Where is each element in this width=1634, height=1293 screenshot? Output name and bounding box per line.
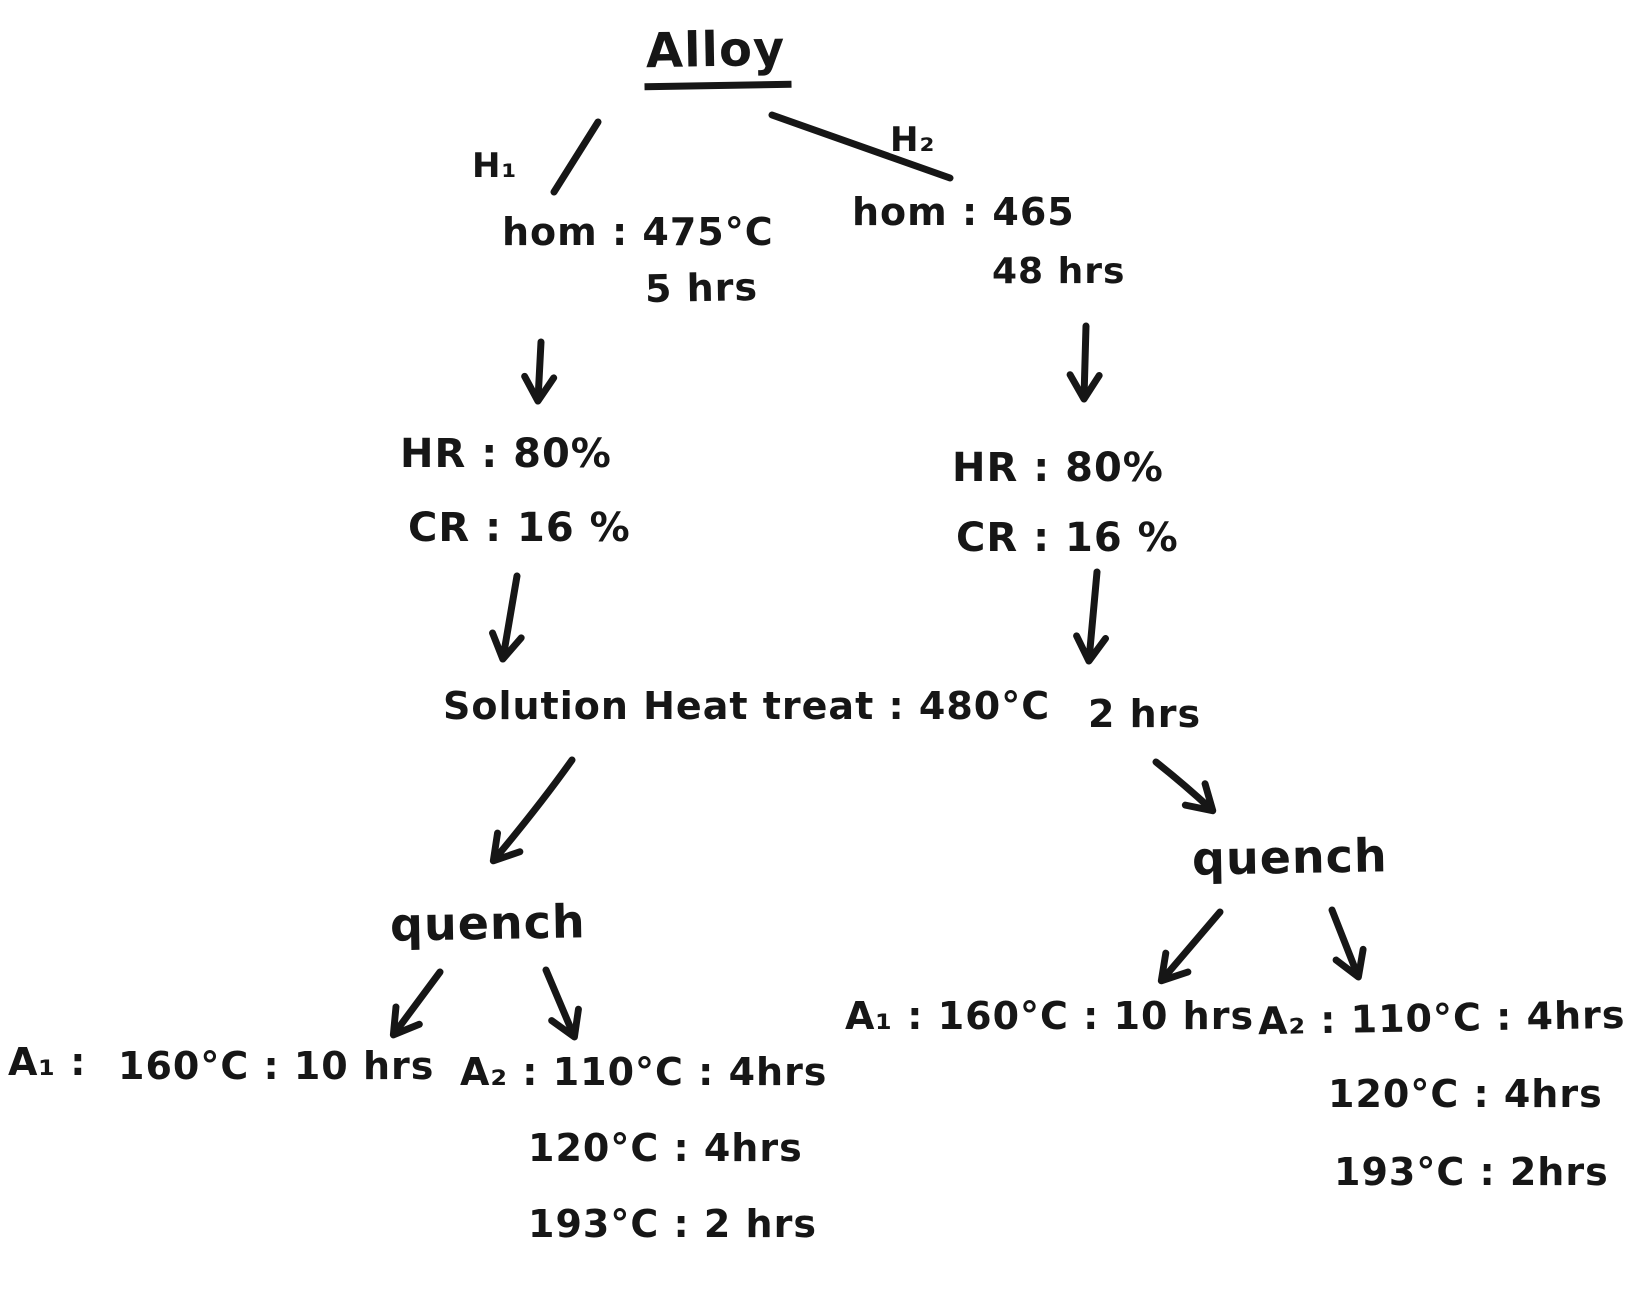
left-a1-aging-schedule: 160°C : 10 hrs	[118, 1044, 435, 1088]
right-quench-label: quench	[1191, 828, 1389, 886]
arrow-left-quench-to-a1-icon	[394, 972, 440, 1034]
right-a2-aging-step-2: 120°C : 4hrs	[1328, 1072, 1603, 1116]
left-hot-roll-percent: HR : 80%	[400, 431, 612, 477]
arrow-right-quench-to-a2-icon	[1332, 910, 1358, 976]
arrow-solution-to-left-quench-icon	[494, 760, 572, 860]
arrow-right-cr-to-solution-icon	[1089, 572, 1097, 660]
left-a1-aging-label: A₁ :	[8, 1040, 87, 1084]
arrow-right-quench-to-a1-icon	[1162, 912, 1220, 980]
solution-heat-treat-time: 2 hrs	[1088, 692, 1202, 736]
diagram-title: Alloy	[643, 23, 791, 90]
left-cold-roll-percent: CR : 16 %	[408, 505, 631, 551]
h1-homogenization-temp: hom : 475°C	[502, 210, 774, 254]
arrow-solution-to-right-quench-icon	[1156, 762, 1212, 810]
edge-alloy-to-h1	[554, 122, 598, 192]
h1-homogenization-time: 5 hrs	[644, 265, 759, 311]
h2-branch-label: H₂	[890, 120, 936, 160]
h2-homogenization-temp: hom : 465	[852, 190, 1075, 234]
left-quench-label: quench	[389, 894, 587, 952]
arrow-h1-hom-to-hr-icon	[538, 342, 541, 400]
left-a2-aging-step-3: 193°C : 2 hrs	[528, 1202, 817, 1246]
right-a2-aging-step-3: 193°C : 2hrs	[1334, 1150, 1609, 1194]
right-a1-aging-schedule: A₁ : 160°C : 10 hrs	[845, 994, 1255, 1038]
arrow-left-quench-to-a2-icon	[546, 970, 574, 1036]
right-a2-aging-step-1: A₂ : 110°C : 4hrs	[1257, 992, 1626, 1044]
left-a2-aging-step-1: A₂ : 110°C : 4hrs	[460, 1050, 828, 1094]
solution-heat-treat-label: Solution Heat treat : 480°C	[443, 684, 1051, 728]
arrow-h2-hom-to-hr-icon	[1084, 326, 1086, 398]
h2-homogenization-time: 48 hrs	[992, 251, 1126, 292]
left-a2-aging-step-2: 120°C : 4hrs	[528, 1126, 803, 1170]
h1-branch-label: H₁	[472, 146, 518, 186]
right-cold-roll-percent: CR : 16 %	[956, 515, 1179, 561]
arrow-left-cr-to-solution-icon	[503, 576, 517, 658]
right-hot-roll-percent: HR : 80%	[952, 445, 1164, 491]
